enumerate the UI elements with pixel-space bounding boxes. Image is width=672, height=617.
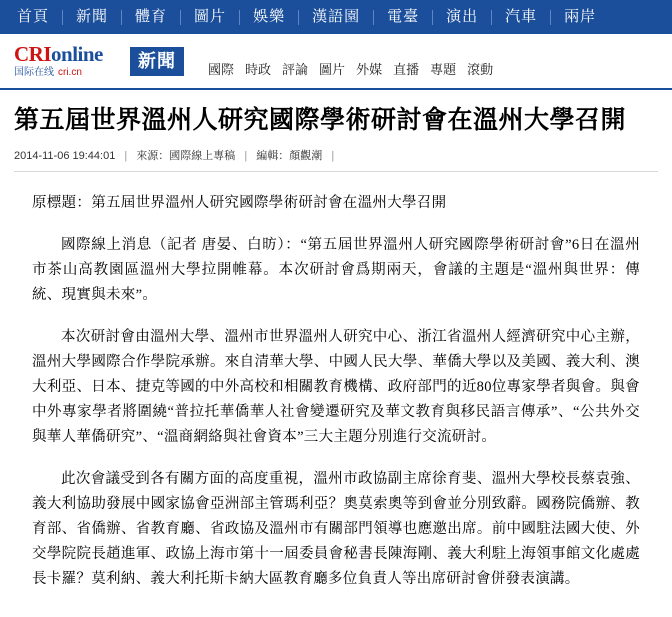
subnav-item-international[interactable]: 國際 bbox=[208, 61, 235, 77]
article-container bbox=[0, 104, 672, 592]
subnav-item-commentary[interactable]: 評論 bbox=[282, 61, 309, 77]
nav-item-auto[interactable]: 汽車 bbox=[505, 8, 538, 25]
news-section-badge[interactable]: 新聞 bbox=[130, 47, 184, 76]
nav-item-radio[interactable]: 電臺 bbox=[387, 8, 420, 25]
article-timestamp: 2014-11-06 19:44:01 bbox=[14, 150, 116, 162]
nav-item-sports[interactable]: 體育 bbox=[135, 8, 168, 25]
subnav-item-special-topics[interactable]: 專題 bbox=[430, 61, 457, 77]
article-headline: 第五屆世界溫州人研究國際學術研討會在溫州大學召開 bbox=[14, 107, 627, 134]
subnav-item-politics[interactable]: 時政 bbox=[245, 61, 272, 77]
site-logo[interactable] bbox=[14, 43, 126, 79]
logo-url: cri.cn bbox=[58, 67, 82, 78]
subnav-item-rolling-news[interactable]: 滾動 bbox=[467, 61, 494, 77]
nav-item-cross-strait[interactable]: 兩岸 bbox=[564, 8, 597, 25]
meta-separator: | bbox=[124, 150, 128, 162]
nav-item-photos[interactable]: 圖片 bbox=[194, 8, 227, 25]
nav-item-entertainment[interactable]: 娛樂 bbox=[253, 8, 286, 25]
logo-cri-text: CRI bbox=[14, 42, 52, 66]
nav-item-news[interactable]: 新聞 bbox=[76, 8, 109, 25]
top-navigation-bar bbox=[0, 0, 672, 34]
meta-separator: | bbox=[331, 150, 335, 162]
article-meta bbox=[14, 138, 658, 172]
meta-separator: | bbox=[244, 150, 248, 162]
subnav-item-photos[interactable]: 圖片 bbox=[319, 61, 346, 77]
article-source: 來源：國際線上專稿 bbox=[136, 150, 236, 162]
article-paragraph: 此次會議受到各有關方面的高度重視，溫州市政協副主席徐育斐、溫州大學校長蔡袁強、義大利協助發展中國家協會亞洲部主管瑪利亞？奧莫索奧等到會並分別致辭。國務院僑辦、教育部、省僑辦、省教育廳、省政協及溫州市有關部門領導也應邀出席。前中國駐法國大使、外交學院院長趙進軍、政協上海市第十一屆委員會秘書長陳海剛、義大利駐上海領事館文化處處長卡羅？莫利納、義大利托斯卡納大區教育廳多位負責人等出席研討會併發表演講。 bbox=[32, 471, 640, 587]
nav-item-home[interactable]: 首頁 bbox=[17, 8, 50, 25]
article-editor: 編輯：顏觀潮 bbox=[256, 150, 323, 162]
subnav-item-live[interactable]: 直播 bbox=[393, 61, 420, 77]
article-paragraph: 國際線上消息（記者 唐晏、白昉）：“第五屆世界溫州人研究國際學術研討會”6日在溫州市茶山高教園區溫州大學拉開帷幕。本次研討會爲期兩天，會議的主題是“溫州與世界：傳統、現實與未來”。 bbox=[32, 237, 640, 303]
site-header bbox=[0, 34, 672, 90]
article-paragraph: 本次研討會由溫州大學、溫州市世界溫州人研究中心、浙江省溫州人經濟研究中心主辦，溫州大學國際合作學院承辦。來自清華大學、中國人民大學、華僑大學以及美國、義大利、澳大利亞、日本、捷克等國的中外高校和相關教育機構、政府部門的近80位專家學者與會。與會中外專家學者將圍繞“普拉托華僑華人社會變遷研究及華文教育與移民語言傳承”、“公共外交與華人華僑研究”、“溫商網絡與社會資本”三大主題分別進行交流研討。 bbox=[32, 329, 640, 445]
nav-item-performance[interactable]: 演出 bbox=[446, 8, 479, 25]
logo-online-text: online bbox=[51, 42, 103, 66]
article-body bbox=[14, 191, 658, 592]
section-navigation bbox=[208, 45, 504, 78]
nav-item-chinese-garden[interactable]: 漢語園 bbox=[312, 8, 361, 25]
logo-wordmark bbox=[14, 43, 126, 65]
logo-chinese-name: 国际在线 bbox=[14, 67, 54, 78]
article-original-title: 原標題：第五屆世界溫州人研究國際學術研討會在溫州大學召開 bbox=[32, 195, 447, 211]
subnav-item-foreign-media[interactable]: 外媒 bbox=[356, 61, 383, 77]
logo-subtitle bbox=[14, 66, 126, 79]
